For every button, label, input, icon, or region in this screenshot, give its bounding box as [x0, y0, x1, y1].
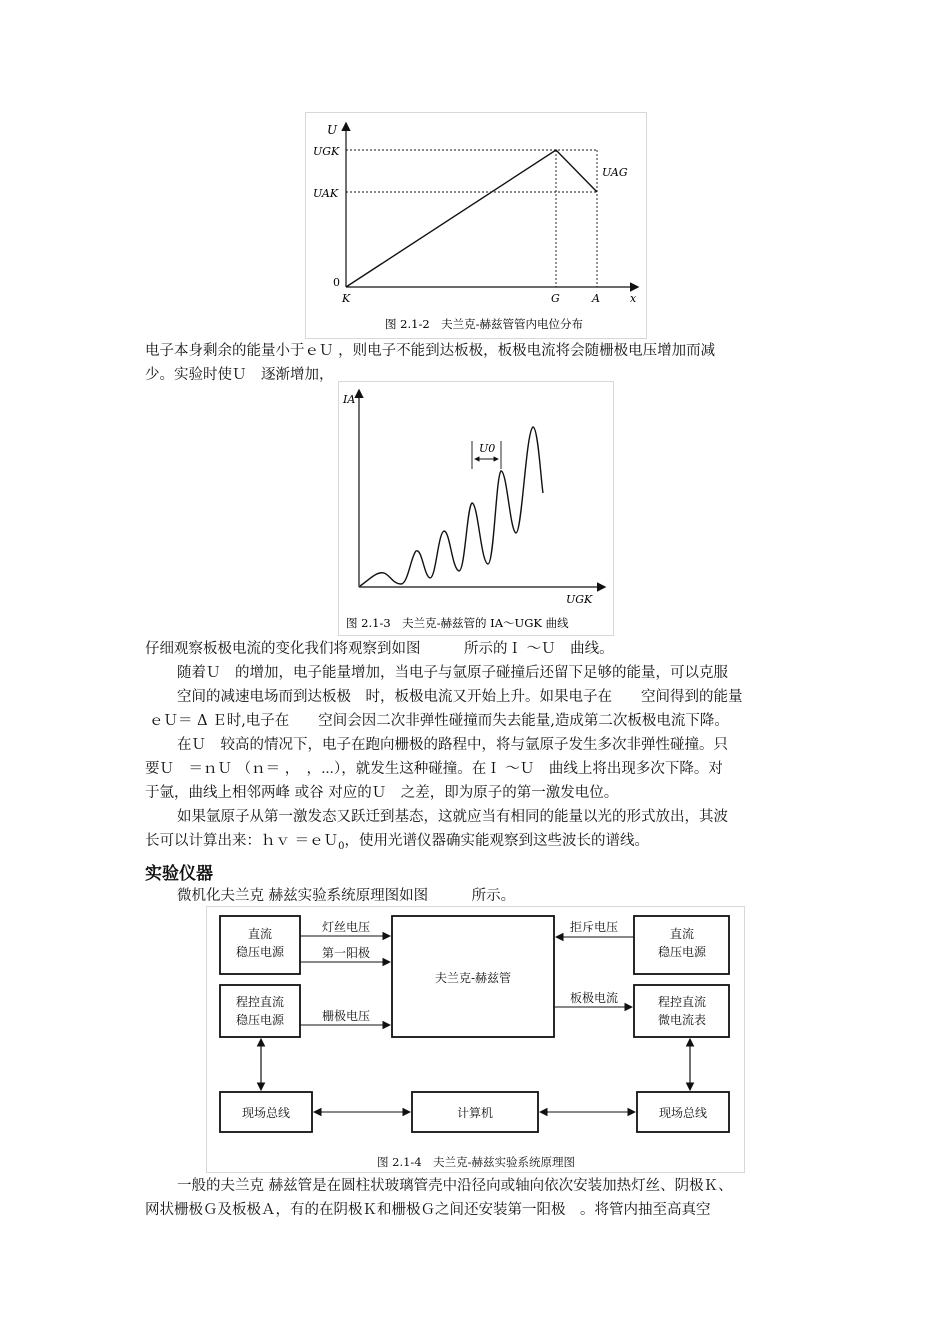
label-ugk: UGK	[313, 145, 340, 158]
p2-line6: 要Ｕ ＝ｎＵ （ｎ＝ ， ，⋯），就发生这种碰撞。在Ｉ ～Ｕ 曲线上将出现多次下降。对	[145, 761, 723, 777]
origin-label: 0	[333, 276, 340, 289]
dc2-label-2: 稳压电源	[657, 945, 707, 959]
y-axis-label: IA	[343, 393, 356, 406]
paragraph-1	[145, 339, 825, 387]
y-axis-label: U	[327, 123, 338, 137]
meter-label-1: 程控直流	[657, 995, 707, 1009]
label-k: K	[342, 292, 351, 305]
figure1-caption: 图 2.1-2 夫兰克-赫兹管管内电位分布	[385, 317, 584, 331]
p2-line9	[145, 829, 825, 859]
section-heading: 实验仪器	[145, 864, 213, 884]
p3-line1: 一般的夫兰克 赫兹管是在圆柱状玻璃管壳中沿径向或轴向依次安装加热灯丝、阴极Ｋ、	[177, 1178, 733, 1194]
p2-line8: 如果氩原子从第一激发态又跃迁到基态，这就应当有相同的能量以光的形式放出，其波	[177, 809, 728, 825]
figure2-caption: 图 2.1-3 夫兰克-赫兹管的 IA～UGK 曲线	[346, 616, 569, 630]
figure-ia-ugk-curve	[338, 381, 616, 639]
x-axis-label: UGK	[566, 593, 593, 606]
p2-line5: 在Ｕ 较高的情况下，电子在跑向栅极的路程中，将与氩原子发生多次非弹性碰撞。只	[177, 737, 728, 753]
box-micro-ammeter	[634, 985, 729, 1037]
arrow-filament-label: 灯丝电压	[321, 920, 371, 934]
p2-line1: 仔细观察板极电流的变化我们将观察到如图 所示的Ｉ ～Ｕ 曲线。	[145, 641, 614, 657]
x-axis-label: x	[630, 292, 637, 305]
arrow-grid-label: 栅极电压	[321, 1009, 371, 1023]
p2-line7: 于氩，曲线上相邻两峰 或谷 对应的Ｕ 之差，即为原子的第一激发电位。	[145, 785, 619, 801]
figure-potential-distribution	[305, 112, 650, 344]
p3-line2: 网状栅极Ｇ及板极Ａ，有的在阴极Ｋ和栅极Ｇ之间还安装第一阳极 。将管内抽至高真空	[145, 1202, 711, 1218]
bus2-label: 现场总线	[658, 1106, 708, 1120]
meter-label-2: 微电流表	[657, 1013, 707, 1027]
figure-system-block-diagram	[206, 906, 748, 1176]
section-intro: 微机化夫兰克 赫兹实验系统原理图如图 所示。	[177, 888, 516, 904]
arrow-repel-label: 拒斥电压	[569, 920, 619, 934]
p2-line2: 随着Ｕ 的增加，电子能量增加，当电子与氩原子碰撞后还留下足够的能量，可以克服	[177, 665, 728, 681]
label-u0: U0	[479, 442, 496, 455]
dc1-label-2: 稳压电源	[235, 945, 285, 959]
p2-line4: ｅＵ＝ Δ Ｅ时,电子在 空间会因二次非弹性碰撞而失去能量,造成第二次板极电流下降。	[149, 713, 729, 729]
tube-label: 夫兰克-赫兹管	[434, 971, 512, 985]
label-g: G	[551, 292, 560, 305]
dc2-label-1: 直流	[669, 927, 695, 941]
label-a: A	[592, 292, 600, 305]
prog-label-1: 程控直流	[235, 995, 285, 1009]
paragraph-3	[145, 1174, 825, 1222]
p2-subscript-0: 0	[338, 840, 345, 852]
p1-line2: 少。实验时使Ｕ 逐渐增加，	[145, 367, 334, 383]
arrow-plate-label: 板极电流	[569, 991, 619, 1005]
label-uak: UAK	[313, 187, 339, 200]
prog-label-2: 稳压电源	[235, 1013, 285, 1027]
p1-line1: 电子本身剩余的能量小于ｅＵ ，则电子不能到达板极，板极电流将会随栅极电压增加而减	[145, 343, 716, 359]
bus1-label: 现场总线	[241, 1106, 291, 1120]
box-programmable-power	[220, 985, 300, 1037]
computer-label: 计算机	[456, 1106, 494, 1120]
arrow-anode1-label: 第一阳极	[321, 946, 371, 960]
paragraph-2	[145, 637, 825, 859]
figure3-caption: 图 2.1-4 夫兰克-赫兹实验系统原理图	[376, 1155, 576, 1169]
dc1-label-1: 直流	[247, 927, 273, 941]
p2-line3: 空间的减速电场而到达板极 时，板极电流又开始上升。如果电子在 空间得到的能量	[177, 689, 743, 705]
p2-line9-a: 长可以计算出来：ｈｖ ＝ｅＵ	[145, 833, 339, 849]
label-uag: UAG	[602, 166, 628, 179]
p2-line9-b: ，使用光谱仪器确实能观察到这些波长的谱线。	[344, 833, 649, 849]
